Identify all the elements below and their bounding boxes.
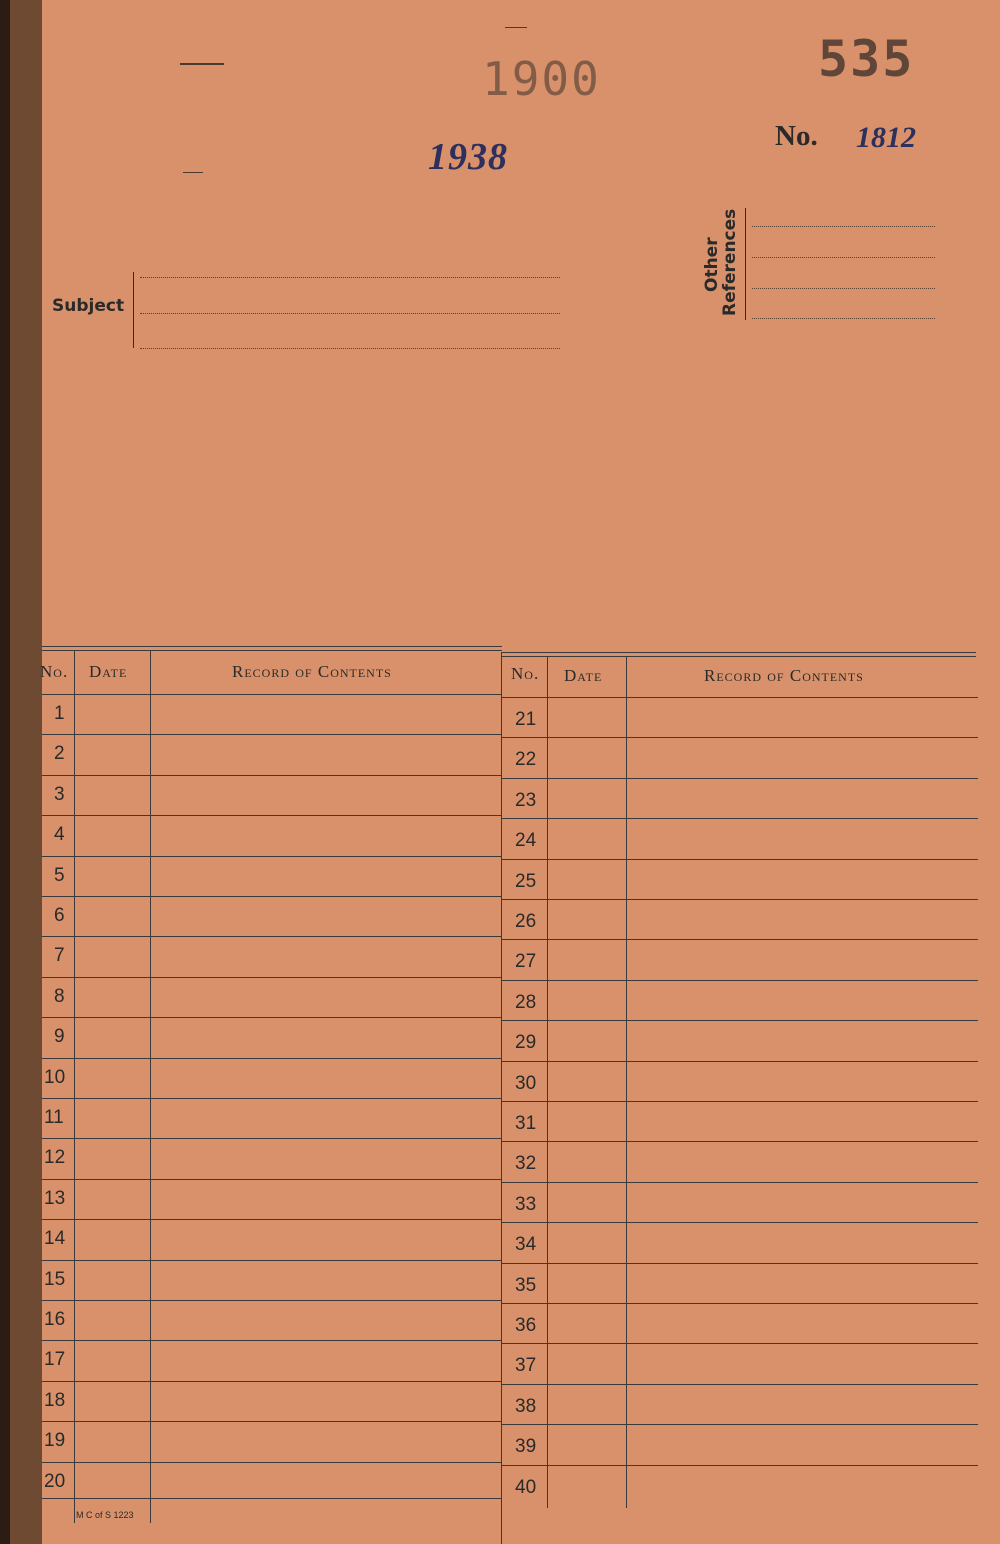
row-rule [42, 1381, 502, 1382]
row-rule [502, 1182, 978, 1183]
reference-line [752, 318, 935, 319]
row-number-right: 29 [515, 1032, 537, 1054]
subject-line [140, 277, 560, 278]
stray-mark [183, 172, 203, 173]
row-number-right: 28 [515, 991, 537, 1013]
row-rule [502, 1343, 978, 1344]
reference-line [752, 288, 935, 289]
row-rule [42, 1462, 502, 1463]
row-rule [42, 1058, 502, 1059]
row-number-left: 20 [44, 1470, 66, 1492]
table-top-rule [502, 656, 976, 657]
row-number-right: 39 [515, 1436, 537, 1458]
row-number-left: 13 [44, 1187, 66, 1209]
reference-line [752, 226, 935, 227]
row-rule [502, 1303, 978, 1304]
row-number-right: 35 [515, 1274, 537, 1296]
row-rule [42, 1017, 502, 1018]
row-number-right: 23 [515, 789, 537, 811]
row-rule [502, 778, 978, 779]
stray-mark [180, 63, 224, 65]
row-rule [502, 1222, 978, 1223]
row-number-right: 21 [515, 709, 537, 730]
other-references-line1: Other [702, 237, 722, 292]
row-number-right: 34 [515, 1234, 537, 1256]
table-top-rule [42, 650, 502, 651]
column-divider [150, 650, 151, 1523]
row-number-left: 12 [44, 1147, 66, 1169]
row-number-left: 8 [54, 985, 65, 1007]
row-rule [42, 1219, 502, 1220]
subject-brace [133, 272, 134, 348]
row-rule [502, 737, 978, 738]
row-number-left: 4 [54, 824, 65, 846]
row-number-left: 10 [44, 1066, 66, 1088]
row-rule [502, 859, 978, 860]
row-rule [42, 1300, 502, 1301]
row-rule [502, 899, 978, 900]
row-number-right: 33 [515, 1193, 537, 1215]
row-number-left: 18 [44, 1389, 66, 1411]
row-rule [42, 977, 502, 978]
header-rule [42, 694, 502, 695]
header-rule [502, 697, 978, 698]
row-number-left: 2 [54, 743, 65, 765]
column-divider [74, 650, 75, 1523]
row-number-right: 22 [515, 749, 537, 771]
binding-edge [0, 0, 10, 1544]
row-number-right: 30 [515, 1072, 537, 1094]
row-rule [42, 896, 502, 897]
row-rule [502, 1141, 978, 1142]
header-date-right: Date [564, 666, 603, 685]
row-number-left: 17 [44, 1349, 66, 1371]
row-rule [42, 1498, 502, 1499]
row-rule [42, 1260, 502, 1261]
table-top-rule [42, 646, 502, 647]
other-references-label [698, 208, 742, 318]
row-rule [42, 775, 502, 776]
row-number-right: 25 [515, 870, 537, 892]
row-rule [502, 1061, 978, 1062]
row-number-left: 9 [54, 1026, 65, 1048]
row-number-right: 26 [515, 911, 537, 932]
row-rule [502, 1384, 978, 1385]
row-number-left: 14 [44, 1228, 66, 1250]
header-no-left: No. [40, 662, 69, 681]
row-rule [502, 1263, 978, 1264]
column-divider [547, 656, 548, 1508]
row-rule [42, 1340, 502, 1341]
row-number-right: 40 [515, 1476, 537, 1498]
form-code: M C of S 1223 [76, 1510, 134, 1520]
file-number-stamp: 535 [818, 30, 915, 88]
row-number-right: 36 [515, 1315, 537, 1336]
header-record-right: Record of Contents [704, 666, 864, 685]
header-record-left: Record of Contents [232, 662, 392, 681]
row-rule [42, 1421, 502, 1422]
row-number-left: 6 [54, 905, 65, 926]
number-value: 1812 [856, 121, 916, 154]
row-number-right: 37 [515, 1355, 537, 1377]
row-number-right: 24 [515, 830, 537, 852]
stray-mark [505, 27, 527, 28]
row-number-left: 3 [54, 783, 65, 805]
row-rule [42, 815, 502, 816]
row-number-left: 15 [44, 1268, 66, 1290]
row-number-left: 7 [54, 945, 65, 967]
other-references-brace [745, 208, 746, 320]
row-rule [42, 1098, 502, 1099]
subject-line [140, 313, 560, 314]
subject-line [140, 348, 560, 349]
row-rule [42, 1138, 502, 1139]
row-number-left: 16 [44, 1309, 66, 1330]
row-rule [42, 936, 502, 937]
row-number-left: 11 [44, 1107, 64, 1128]
row-number-left: 1 [54, 703, 65, 724]
row-rule [502, 1020, 978, 1021]
row-rule [502, 980, 978, 981]
header-date-left: Date [89, 662, 128, 681]
row-rule [42, 734, 502, 735]
row-rule [502, 1424, 978, 1425]
row-number-left: 5 [54, 864, 65, 886]
row-rule [42, 856, 502, 857]
subject-label: Subject [52, 296, 125, 316]
other-references-line2: References [720, 208, 740, 316]
column-divider [626, 656, 627, 1508]
row-rule [42, 1179, 502, 1180]
row-number-right: 31 [515, 1113, 537, 1134]
row-number-right: 38 [515, 1395, 537, 1417]
table-top-rule [502, 652, 976, 653]
year-stamp: 1900 [482, 52, 601, 106]
header-no-right: No. [511, 664, 540, 683]
reference-line [752, 257, 935, 258]
row-rule [502, 939, 978, 940]
number-label: No. [775, 120, 818, 152]
row-number-left: 19 [44, 1430, 66, 1452]
row-rule [502, 1465, 978, 1466]
handwritten-year: 1938 [428, 136, 508, 178]
row-rule [502, 1101, 978, 1102]
row-number-right: 27 [515, 951, 537, 973]
row-rule [502, 818, 978, 819]
row-number-right: 32 [515, 1153, 537, 1175]
